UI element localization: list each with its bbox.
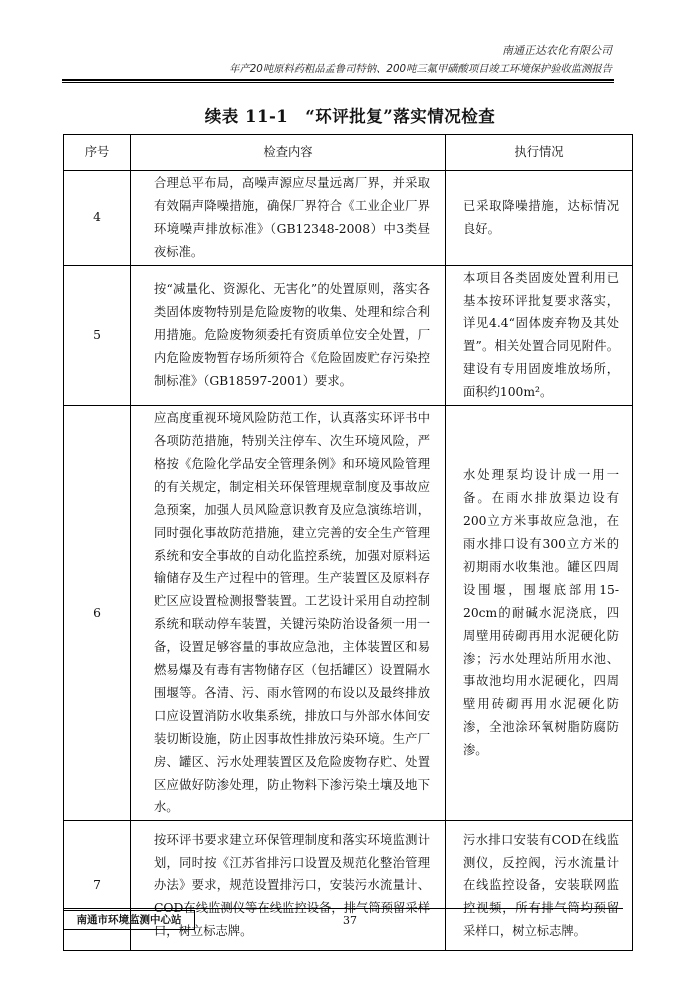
row-status-cell bbox=[446, 406, 633, 821]
header-company: 南通正达农化有限公司 bbox=[502, 44, 612, 57]
row-status: 污水排口安装有COD在线监测仪，反控阀，污水流量计在线监控设备，安装联网监控视频，所有排气筒均预留采样口，树立标志牌。 bbox=[463, 832, 619, 939]
column-header-status: 执行情况 bbox=[446, 135, 633, 171]
footer-divider bbox=[63, 908, 623, 909]
row-status-cell bbox=[446, 821, 633, 951]
header-project-title: 年产20吨原料药粗品孟鲁司特钠、200吨三氟甲磺酸项目竣工环境保护验收监测报告 bbox=[229, 63, 612, 75]
column-header-number: 序号 bbox=[64, 135, 131, 171]
row-content: 按“减量化、资源化、无害化”的处置原则，落实各类固体废物特别是危险废物的收集、处理和综合利用措施。危险废物须委托有资质单位安全处置，厂内危险废物暂存场所须符合《危险固废贮存污染控制标准》（GB18597-2001）要求。 bbox=[154, 282, 430, 388]
row-content-cell bbox=[131, 265, 446, 405]
row-number: 6 bbox=[64, 406, 131, 821]
column-header-content: 检查内容 bbox=[131, 135, 446, 171]
row-number: 7 bbox=[64, 821, 131, 951]
table-row bbox=[64, 265, 633, 405]
row-status-cell bbox=[446, 265, 633, 405]
table-title: 续表 11-1 “环评批复”落实情况检查 bbox=[204, 107, 496, 126]
row-content-cell bbox=[131, 821, 446, 951]
table-header-row bbox=[64, 135, 633, 171]
row-content: 合理总平布局，高噪声源应尽量远离厂界，并采取有效隔声降噪措施，确保厂界符合《工业企业厂界环境噪声排放标准》（GB12348-2008）中3类昼夜标准。 bbox=[154, 176, 430, 259]
row-content-cell bbox=[131, 406, 446, 821]
table-row bbox=[64, 171, 633, 266]
row-content-cell bbox=[131, 171, 446, 266]
table-row bbox=[64, 406, 633, 821]
row-status: 本项目各类固废处置利用已基本按环评批复要求落实，详见4.4“固体废弃物及其处置”。相关处置合同见附件。建设有专用固废堆放场所，面积约100m²。 bbox=[463, 270, 619, 400]
table-row bbox=[64, 821, 633, 951]
row-status: 水处理泵均设计成一用一备。在雨水排放渠边设有200立方米事故应急池，在雨水排口设有300立方米的初期雨水收集池。罐区四周设围堰，围堰底部用15-20cm的耐碱水泥浇底，四周壁用砖砌再用水泥硬化防渗；污水处理站所用水池、事故池均用水泥硬化，四周壁用砖砌再用水泥硬化防渗，全池涂环氧树脂防腐防渗。 bbox=[463, 468, 619, 758]
header-divider bbox=[62, 79, 614, 83]
page-number: 37 bbox=[343, 914, 357, 927]
row-content: 按环评书要求建立环保管理制度和落实环境监测计划，同时按《江苏省排污口设置及规范化整治管理办法》要求，规范设置排污口，安装污水流量计、COD在线监测仪等在线监控设备，排气筒预留采样口，树立标志牌。 bbox=[154, 832, 430, 939]
inspection-table bbox=[63, 134, 633, 951]
row-status-cell bbox=[446, 171, 633, 266]
row-number: 4 bbox=[64, 171, 131, 266]
row-status: 已采取降噪措施，达标情况良好。 bbox=[463, 198, 619, 236]
row-content: 应高度重视环境风险防范工作，认真落实环评书中各项防范措施，特别关注停车、次生环境风险，严格按《危险化学品安全管理条例》和环境风险管理的有关规定，制定相关环保管理规章制度及事故应急预案，加强人员风险意识教育及应急演练培训，同时强化事故防范措施，建立完善的安全生产管理系统和安全事故的自动化监控系统，加强对原料运输储存及生产过程中的管理。生产装置区及原料存贮区应设置检测报警装置。工艺设计采用自动控制系统和联动停车装置，关键污染防治设备须一用一备，设置足够容量的事故应急池，主体装置区和易燃易爆及有毒有害物储存区（包括罐区）设置隔水围堰等。各清、污、雨水管网的布设以及最终排放口应设置消防水收集系统，排放口与外部水体间安装切断设施，防止因事故性排放污染环境。生产厂房、罐区、污水处理装置区及危险废物存贮、处置区应做好防渗处理，防止物料下渗污染土壤及地下水。 bbox=[154, 411, 430, 815]
footer-organization-stamp: 南通市环境监测中心站 bbox=[63, 910, 195, 930]
row-number: 5 bbox=[64, 265, 131, 405]
